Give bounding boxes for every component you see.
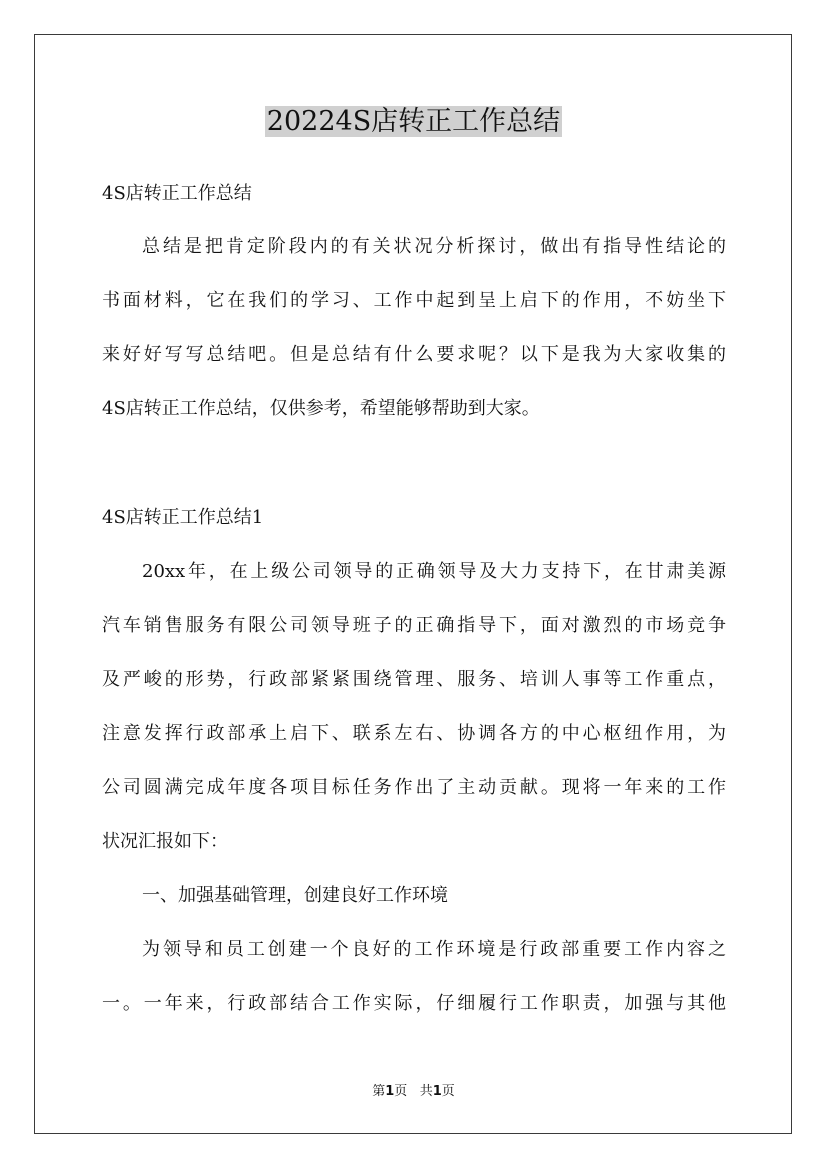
total-pages: 1	[432, 1084, 442, 1099]
document-title-text: 20224S店转正工作总结	[266, 106, 561, 137]
page-suffix: 页	[394, 1084, 408, 1099]
body-paragraph-line: 一。一年来，行政部结合工作实际，仔细履行工作职责，加强与其他	[102, 993, 726, 1014]
intro-paragraph-line: 来好好写写总结吧。但是总结有什么要求呢？以下是我为大家收集的	[102, 344, 726, 365]
subtitle-line: 4S店转正工作总结	[102, 183, 252, 204]
intro-paragraph-line: 4S店转正工作总结，仅供参考，希望能够帮助到大家。	[102, 398, 540, 419]
body-paragraph-line: 20xx年，在上级公司领导的正确领导及大力支持下，在甘肃美源	[142, 561, 726, 582]
body-paragraph-line: 公司圆满完成年度各项目标任务作出了主动贡献。现将一年来的工作	[102, 777, 726, 798]
subsection-heading: 一、加强基础管理，创建良好工作环境	[142, 885, 448, 906]
page-number: 1	[385, 1084, 395, 1099]
intro-paragraph-line: 总结是把肯定阶段内的有关状况分析探讨，做出有指导性结论的	[142, 236, 726, 257]
body-paragraph-line: 状况汇报如下：	[102, 831, 228, 852]
section-heading: 4S店转正工作总结1	[102, 507, 264, 528]
intro-paragraph-line: 书面材料，它在我们的学习、工作中起到呈上启下的作用，不妨坐下	[102, 290, 726, 311]
page-footer	[0, 1082, 827, 1102]
body-paragraph-line: 为领导和员工创建一个良好的工作环境是行政部重要工作内容之	[142, 939, 726, 960]
total-prefix: 共	[419, 1084, 433, 1099]
document-title	[0, 100, 827, 144]
body-paragraph-line: 汽车销售服务有限公司领导班子的正确指导下，面对激烈的市场竞争	[102, 615, 726, 636]
total-suffix: 页	[441, 1084, 455, 1099]
page-prefix: 第	[372, 1084, 386, 1099]
body-paragraph-line: 注意发挥行政部承上启下、联系左右、协调各方的中心枢纽作用，为	[102, 723, 726, 744]
body-paragraph-line: 及严峻的形势，行政部紧紧围绕管理、服务、培训人事等工作重点，	[102, 669, 726, 690]
